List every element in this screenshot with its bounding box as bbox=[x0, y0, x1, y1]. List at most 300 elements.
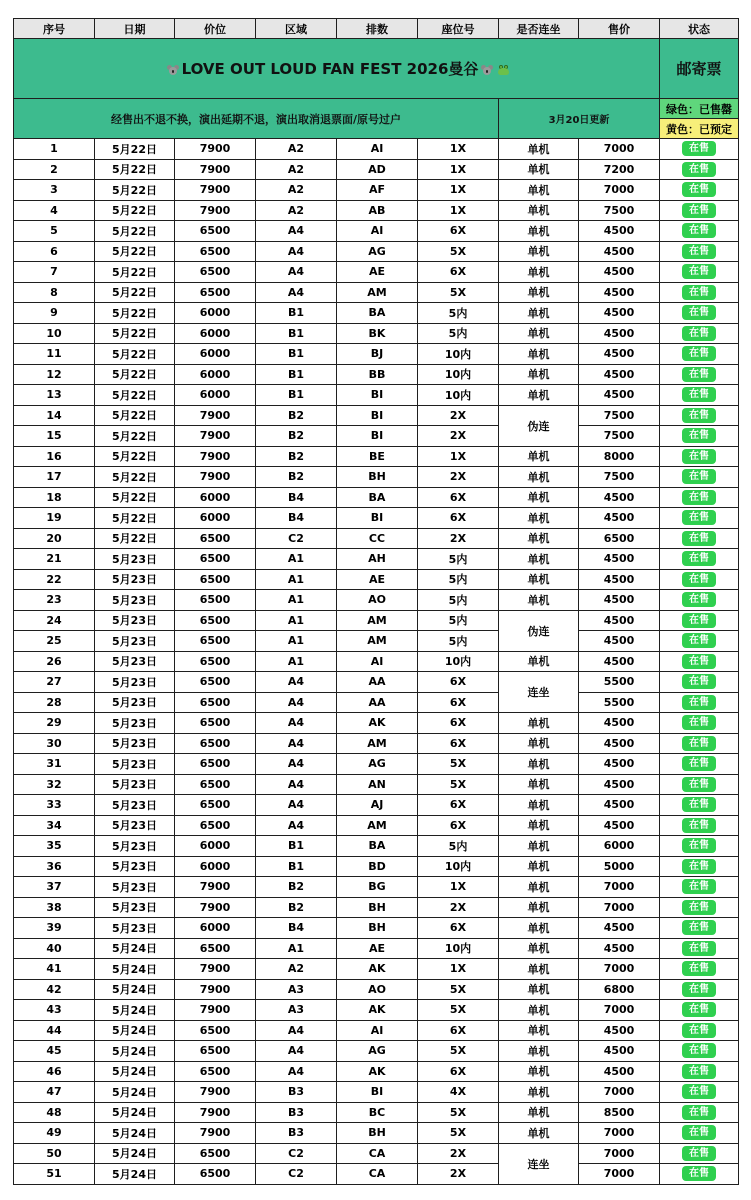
sale-price-cell: 4500 bbox=[579, 918, 660, 939]
face-price-cell: 6000 bbox=[175, 364, 256, 385]
row-cell: BK bbox=[337, 323, 418, 344]
seating-type-cell: 单机 bbox=[499, 200, 579, 221]
seat-cell: 5X bbox=[418, 1102, 499, 1123]
seat-cell: 5内 bbox=[418, 303, 499, 324]
date-cell: 5月22日 bbox=[95, 139, 175, 160]
seat-cell: 4X bbox=[418, 1082, 499, 1103]
face-price-cell: 6500 bbox=[175, 795, 256, 816]
face-price-cell: 7900 bbox=[175, 1123, 256, 1144]
row-number: 14 bbox=[14, 405, 95, 426]
status-badge: 在售 bbox=[682, 982, 716, 997]
date-cell: 5月23日 bbox=[95, 590, 175, 611]
sale-price-cell: 7000 bbox=[579, 1143, 660, 1164]
row-cell: BD bbox=[337, 856, 418, 877]
row-cell: AI bbox=[337, 221, 418, 242]
sale-price-cell: 7000 bbox=[579, 1164, 660, 1185]
row-cell: BI bbox=[337, 405, 418, 426]
date-cell: 5月24日 bbox=[95, 979, 175, 1000]
row-cell: AB bbox=[337, 200, 418, 221]
row-number: 8 bbox=[14, 282, 95, 303]
legend-sold-out: 绿色：已售罄 bbox=[660, 99, 739, 119]
row-number: 48 bbox=[14, 1102, 95, 1123]
row-number: 15 bbox=[14, 426, 95, 447]
date-cell: 5月22日 bbox=[95, 159, 175, 180]
status-cell bbox=[660, 1020, 739, 1041]
table-row bbox=[14, 200, 739, 221]
seating-type-cell: 单机 bbox=[499, 549, 579, 570]
sale-price-cell: 7000 bbox=[579, 877, 660, 898]
seating-type-cell: 单机 bbox=[499, 303, 579, 324]
sheet-header bbox=[14, 39, 739, 139]
table-row bbox=[14, 856, 739, 877]
status-badge: 在售 bbox=[682, 428, 716, 443]
face-price-cell: 6000 bbox=[175, 303, 256, 324]
status-cell bbox=[660, 549, 739, 570]
sale-price-cell: 4500 bbox=[579, 241, 660, 262]
date-cell: 5月23日 bbox=[95, 856, 175, 877]
status-badge: 在售 bbox=[682, 1084, 716, 1099]
column-header-row bbox=[14, 19, 739, 39]
face-price-cell: 6500 bbox=[175, 1143, 256, 1164]
column-header: 区域 bbox=[256, 19, 337, 39]
table-row bbox=[14, 364, 739, 385]
status-cell bbox=[660, 159, 739, 180]
sale-price-cell: 6000 bbox=[579, 836, 660, 857]
row-cell: AH bbox=[337, 549, 418, 570]
seating-type-cell: 单机 bbox=[499, 1082, 579, 1103]
status-badge: 在售 bbox=[682, 859, 716, 874]
status-badge: 在售 bbox=[682, 1146, 716, 1161]
face-price-cell: 7900 bbox=[175, 200, 256, 221]
status-badge: 在售 bbox=[682, 674, 716, 689]
face-price-cell: 6500 bbox=[175, 241, 256, 262]
koala-icon bbox=[167, 65, 179, 75]
row-cell: AG bbox=[337, 1041, 418, 1062]
row-number: 47 bbox=[14, 1082, 95, 1103]
seat-cell: 2X bbox=[418, 1143, 499, 1164]
seat-cell: 10内 bbox=[418, 364, 499, 385]
column-header: 序号 bbox=[14, 19, 95, 39]
table-row bbox=[14, 836, 739, 857]
sale-price-cell: 7500 bbox=[579, 405, 660, 426]
row-number: 21 bbox=[14, 549, 95, 570]
status-cell bbox=[660, 1123, 739, 1144]
zone-cell: B2 bbox=[256, 405, 337, 426]
seat-cell: 2X bbox=[418, 1164, 499, 1185]
status-badge: 在售 bbox=[682, 572, 716, 587]
zone-cell: A1 bbox=[256, 651, 337, 672]
sale-price-cell: 7000 bbox=[579, 959, 660, 980]
row-cell: AF bbox=[337, 180, 418, 201]
sale-price-cell: 7500 bbox=[579, 426, 660, 447]
seat-cell: 6X bbox=[418, 1061, 499, 1082]
status-badge: 在售 bbox=[682, 777, 716, 792]
seating-type-cell: 单机 bbox=[499, 979, 579, 1000]
sale-price-cell: 7500 bbox=[579, 467, 660, 488]
zone-cell: B3 bbox=[256, 1102, 337, 1123]
sale-price-cell: 5000 bbox=[579, 856, 660, 877]
row-cell: AM bbox=[337, 610, 418, 631]
zone-cell: B2 bbox=[256, 897, 337, 918]
sale-price-cell: 4500 bbox=[579, 303, 660, 324]
seat-cell: 6X bbox=[418, 795, 499, 816]
row-number: 26 bbox=[14, 651, 95, 672]
row-cell: AM bbox=[337, 282, 418, 303]
status-cell bbox=[660, 241, 739, 262]
row-cell: AG bbox=[337, 754, 418, 775]
table-row bbox=[14, 487, 739, 508]
status-cell bbox=[660, 385, 739, 406]
row-number: 28 bbox=[14, 692, 95, 713]
status-badge: 在售 bbox=[682, 305, 716, 320]
seat-cell: 5X bbox=[418, 1000, 499, 1021]
seat-cell: 5X bbox=[418, 979, 499, 1000]
sale-price-cell: 6800 bbox=[579, 979, 660, 1000]
seating-type-cell: 单机 bbox=[499, 774, 579, 795]
face-price-cell: 6500 bbox=[175, 528, 256, 549]
seating-type-cell: 单机 bbox=[499, 651, 579, 672]
row-cell: BH bbox=[337, 918, 418, 939]
seat-cell: 10内 bbox=[418, 344, 499, 365]
seating-type-cell: 单机 bbox=[499, 590, 579, 611]
status-badge: 在售 bbox=[682, 941, 716, 956]
date-cell: 5月23日 bbox=[95, 836, 175, 857]
status-cell bbox=[660, 1102, 739, 1123]
seat-cell: 5内 bbox=[418, 590, 499, 611]
seat-cell: 6X bbox=[418, 815, 499, 836]
row-cell: BA bbox=[337, 836, 418, 857]
row-cell: BC bbox=[337, 1102, 418, 1123]
row-number: 10 bbox=[14, 323, 95, 344]
zone-cell: A3 bbox=[256, 979, 337, 1000]
row-number: 46 bbox=[14, 1061, 95, 1082]
face-price-cell: 7900 bbox=[175, 405, 256, 426]
sale-price-cell: 4500 bbox=[579, 569, 660, 590]
zone-cell: A4 bbox=[256, 815, 337, 836]
table-row bbox=[14, 344, 739, 365]
row-cell: AI bbox=[337, 1020, 418, 1041]
row-cell: AI bbox=[337, 139, 418, 160]
date-cell: 5月24日 bbox=[95, 938, 175, 959]
row-cell: AE bbox=[337, 262, 418, 283]
seating-type-cell: 单机 bbox=[499, 159, 579, 180]
table-row bbox=[14, 303, 739, 324]
status-cell bbox=[660, 1000, 739, 1021]
row-cell: AK bbox=[337, 1000, 418, 1021]
face-price-cell: 7900 bbox=[175, 180, 256, 201]
status-cell bbox=[660, 262, 739, 283]
status-badge: 在售 bbox=[682, 1002, 716, 1017]
face-price-cell: 6500 bbox=[175, 672, 256, 693]
zone-cell: A3 bbox=[256, 1000, 337, 1021]
table-row bbox=[14, 569, 739, 590]
status-badge: 在售 bbox=[682, 838, 716, 853]
status-cell bbox=[660, 836, 739, 857]
seating-type-cell: 单机 bbox=[499, 836, 579, 857]
face-price-cell: 7900 bbox=[175, 1102, 256, 1123]
zone-cell: A4 bbox=[256, 672, 337, 693]
column-header: 是否连坐 bbox=[499, 19, 579, 39]
sale-price-cell: 7000 bbox=[579, 1000, 660, 1021]
status-cell bbox=[660, 959, 739, 980]
zone-cell: A4 bbox=[256, 795, 337, 816]
row-number: 22 bbox=[14, 569, 95, 590]
row-number: 33 bbox=[14, 795, 95, 816]
date-cell: 5月22日 bbox=[95, 221, 175, 242]
row-cell: AN bbox=[337, 774, 418, 795]
date-cell: 5月24日 bbox=[95, 1082, 175, 1103]
row-number: 23 bbox=[14, 590, 95, 611]
seat-cell: 2X bbox=[418, 405, 499, 426]
seat-cell: 1X bbox=[418, 200, 499, 221]
date-cell: 5月23日 bbox=[95, 897, 175, 918]
face-price-cell: 6500 bbox=[175, 1061, 256, 1082]
seat-cell: 6X bbox=[418, 918, 499, 939]
date-cell: 5月22日 bbox=[95, 303, 175, 324]
date-cell: 5月24日 bbox=[95, 959, 175, 980]
seat-cell: 5内 bbox=[418, 323, 499, 344]
seating-type-cell: 单机 bbox=[499, 364, 579, 385]
table-row bbox=[14, 1041, 739, 1062]
row-cell: BI bbox=[337, 508, 418, 529]
status-cell bbox=[660, 508, 739, 529]
table-row bbox=[14, 221, 739, 242]
date-cell: 5月22日 bbox=[95, 446, 175, 467]
sale-price-cell: 7000 bbox=[579, 897, 660, 918]
zone-cell: A2 bbox=[256, 139, 337, 160]
status-badge: 在售 bbox=[682, 510, 716, 525]
seating-type-cell: 单机 bbox=[499, 815, 579, 836]
status-badge: 在售 bbox=[682, 1064, 716, 1079]
sale-price-cell: 4500 bbox=[579, 508, 660, 529]
row-cell: AM bbox=[337, 631, 418, 652]
ticket-sheet bbox=[13, 18, 738, 1185]
frog-icon bbox=[498, 65, 509, 75]
status-cell bbox=[660, 856, 739, 877]
status-cell bbox=[660, 590, 739, 611]
sale-price-cell: 4500 bbox=[579, 733, 660, 754]
seat-cell: 6X bbox=[418, 733, 499, 754]
row-number: 5 bbox=[14, 221, 95, 242]
zone-cell: A4 bbox=[256, 754, 337, 775]
status-badge: 在售 bbox=[682, 1166, 716, 1181]
seat-cell: 10内 bbox=[418, 385, 499, 406]
status-cell bbox=[660, 815, 739, 836]
face-price-cell: 6500 bbox=[175, 774, 256, 795]
row-number: 45 bbox=[14, 1041, 95, 1062]
row-cell: CC bbox=[337, 528, 418, 549]
table-row bbox=[14, 549, 739, 570]
zone-cell: A1 bbox=[256, 938, 337, 959]
seat-cell: 6X bbox=[418, 508, 499, 529]
sale-price-cell: 5500 bbox=[579, 692, 660, 713]
zone-cell: A1 bbox=[256, 549, 337, 570]
table-row bbox=[14, 405, 739, 426]
status-cell bbox=[660, 282, 739, 303]
date-cell: 5月23日 bbox=[95, 877, 175, 898]
sale-price-cell: 4500 bbox=[579, 364, 660, 385]
status-badge: 在售 bbox=[682, 141, 716, 156]
seating-type-cell: 单机 bbox=[499, 487, 579, 508]
face-price-cell: 6500 bbox=[175, 610, 256, 631]
row-cell: AM bbox=[337, 733, 418, 754]
seat-cell: 5内 bbox=[418, 610, 499, 631]
seat-cell: 10内 bbox=[418, 856, 499, 877]
seating-type-cell: 单机 bbox=[499, 877, 579, 898]
update-date: 3月20日更新 bbox=[499, 99, 660, 139]
row-cell: BA bbox=[337, 303, 418, 324]
seating-type-cell: 单机 bbox=[499, 180, 579, 201]
status-cell bbox=[660, 1061, 739, 1082]
status-cell bbox=[660, 938, 739, 959]
zone-cell: B2 bbox=[256, 877, 337, 898]
row-cell: BE bbox=[337, 446, 418, 467]
row-number: 34 bbox=[14, 815, 95, 836]
face-price-cell: 6500 bbox=[175, 815, 256, 836]
sale-price-cell: 7000 bbox=[579, 1123, 660, 1144]
status-cell bbox=[660, 1164, 739, 1185]
row-number: 32 bbox=[14, 774, 95, 795]
sale-price-cell: 4500 bbox=[579, 774, 660, 795]
status-cell bbox=[660, 303, 739, 324]
face-price-cell: 7900 bbox=[175, 897, 256, 918]
date-cell: 5月24日 bbox=[95, 1143, 175, 1164]
zone-cell: B4 bbox=[256, 508, 337, 529]
sale-price-cell: 4500 bbox=[579, 262, 660, 283]
row-cell: AK bbox=[337, 1061, 418, 1082]
sale-price-cell: 4500 bbox=[579, 1041, 660, 1062]
seating-type-cell: 单机 bbox=[499, 795, 579, 816]
row-number: 30 bbox=[14, 733, 95, 754]
face-price-cell: 6000 bbox=[175, 918, 256, 939]
row-number: 4 bbox=[14, 200, 95, 221]
seat-cell: 5X bbox=[418, 1041, 499, 1062]
status-badge: 在售 bbox=[682, 1023, 716, 1038]
status-badge: 在售 bbox=[682, 695, 716, 710]
seat-cell: 1X bbox=[418, 159, 499, 180]
table-row bbox=[14, 1061, 739, 1082]
refund-notice: 经售出不退不换，演出延期不退，演出取消退票面/原号过户 bbox=[14, 99, 499, 139]
status-cell bbox=[660, 651, 739, 672]
column-header: 价位 bbox=[175, 19, 256, 39]
seat-cell: 1X bbox=[418, 180, 499, 201]
table-row bbox=[14, 918, 739, 939]
seating-type-cell: 单机 bbox=[499, 733, 579, 754]
status-badge: 在售 bbox=[682, 449, 716, 464]
date-cell: 5月23日 bbox=[95, 651, 175, 672]
table-row bbox=[14, 877, 739, 898]
seat-cell: 5X bbox=[418, 1123, 499, 1144]
page-title bbox=[14, 39, 660, 99]
seat-cell: 2X bbox=[418, 467, 499, 488]
status-cell bbox=[660, 528, 739, 549]
row-cell: AO bbox=[337, 590, 418, 611]
sale-price-cell: 4500 bbox=[579, 610, 660, 631]
status-cell bbox=[660, 733, 739, 754]
face-price-cell: 7900 bbox=[175, 467, 256, 488]
sale-price-cell: 4500 bbox=[579, 815, 660, 836]
row-cell: AK bbox=[337, 959, 418, 980]
row-cell: CA bbox=[337, 1143, 418, 1164]
seat-cell: 1X bbox=[418, 959, 499, 980]
row-number: 13 bbox=[14, 385, 95, 406]
face-price-cell: 6000 bbox=[175, 508, 256, 529]
status-badge: 在售 bbox=[682, 285, 716, 300]
face-price-cell: 7900 bbox=[175, 877, 256, 898]
table-row bbox=[14, 446, 739, 467]
seat-cell: 5内 bbox=[418, 569, 499, 590]
sale-price-cell: 4500 bbox=[579, 385, 660, 406]
zone-cell: A4 bbox=[256, 262, 337, 283]
status-badge: 在售 bbox=[682, 203, 716, 218]
row-cell: BI bbox=[337, 426, 418, 447]
zone-cell: A4 bbox=[256, 282, 337, 303]
row-number: 16 bbox=[14, 446, 95, 467]
seating-type-cell: 单机 bbox=[499, 323, 579, 344]
date-cell: 5月22日 bbox=[95, 344, 175, 365]
table-row bbox=[14, 241, 739, 262]
date-cell: 5月22日 bbox=[95, 487, 175, 508]
table-row bbox=[14, 385, 739, 406]
row-number: 37 bbox=[14, 877, 95, 898]
zone-cell: A4 bbox=[256, 1020, 337, 1041]
row-cell: AJ bbox=[337, 795, 418, 816]
seat-cell: 5X bbox=[418, 774, 499, 795]
table-row bbox=[14, 733, 739, 754]
status-cell bbox=[660, 1041, 739, 1062]
seating-type-cell: 连坐 bbox=[499, 672, 579, 713]
row-number: 49 bbox=[14, 1123, 95, 1144]
status-badge: 在售 bbox=[682, 715, 716, 730]
row-number: 31 bbox=[14, 754, 95, 775]
table-row bbox=[14, 159, 739, 180]
face-price-cell: 7900 bbox=[175, 426, 256, 447]
status-cell bbox=[660, 405, 739, 426]
mail-ticket-label: 邮寄票 bbox=[660, 39, 739, 99]
zone-cell: B4 bbox=[256, 918, 337, 939]
table-row bbox=[14, 139, 739, 160]
status-cell bbox=[660, 364, 739, 385]
status-badge: 在售 bbox=[682, 1105, 716, 1120]
status-badge: 在售 bbox=[682, 408, 716, 423]
face-price-cell: 7900 bbox=[175, 139, 256, 160]
face-price-cell: 6500 bbox=[175, 569, 256, 590]
seating-type-cell: 伪连 bbox=[499, 610, 579, 651]
seat-cell: 5X bbox=[418, 282, 499, 303]
row-number: 9 bbox=[14, 303, 95, 324]
status-cell bbox=[660, 139, 739, 160]
sale-price-cell: 4500 bbox=[579, 651, 660, 672]
sale-price-cell: 4500 bbox=[579, 344, 660, 365]
sale-price-cell: 7000 bbox=[579, 1082, 660, 1103]
table-row bbox=[14, 815, 739, 836]
table-row bbox=[14, 979, 739, 1000]
status-badge: 在售 bbox=[682, 879, 716, 894]
row-number: 51 bbox=[14, 1164, 95, 1185]
date-cell: 5月23日 bbox=[95, 631, 175, 652]
status-badge: 在售 bbox=[682, 818, 716, 833]
date-cell: 5月23日 bbox=[95, 713, 175, 734]
seating-type-cell: 单机 bbox=[499, 385, 579, 406]
table-row bbox=[14, 467, 739, 488]
seating-type-cell: 单机 bbox=[499, 897, 579, 918]
seating-type-cell: 伪连 bbox=[499, 405, 579, 446]
sale-price-cell: 4500 bbox=[579, 754, 660, 775]
seat-cell: 5内 bbox=[418, 631, 499, 652]
zone-cell: B1 bbox=[256, 323, 337, 344]
face-price-cell: 7900 bbox=[175, 159, 256, 180]
seating-type-cell: 单机 bbox=[499, 938, 579, 959]
